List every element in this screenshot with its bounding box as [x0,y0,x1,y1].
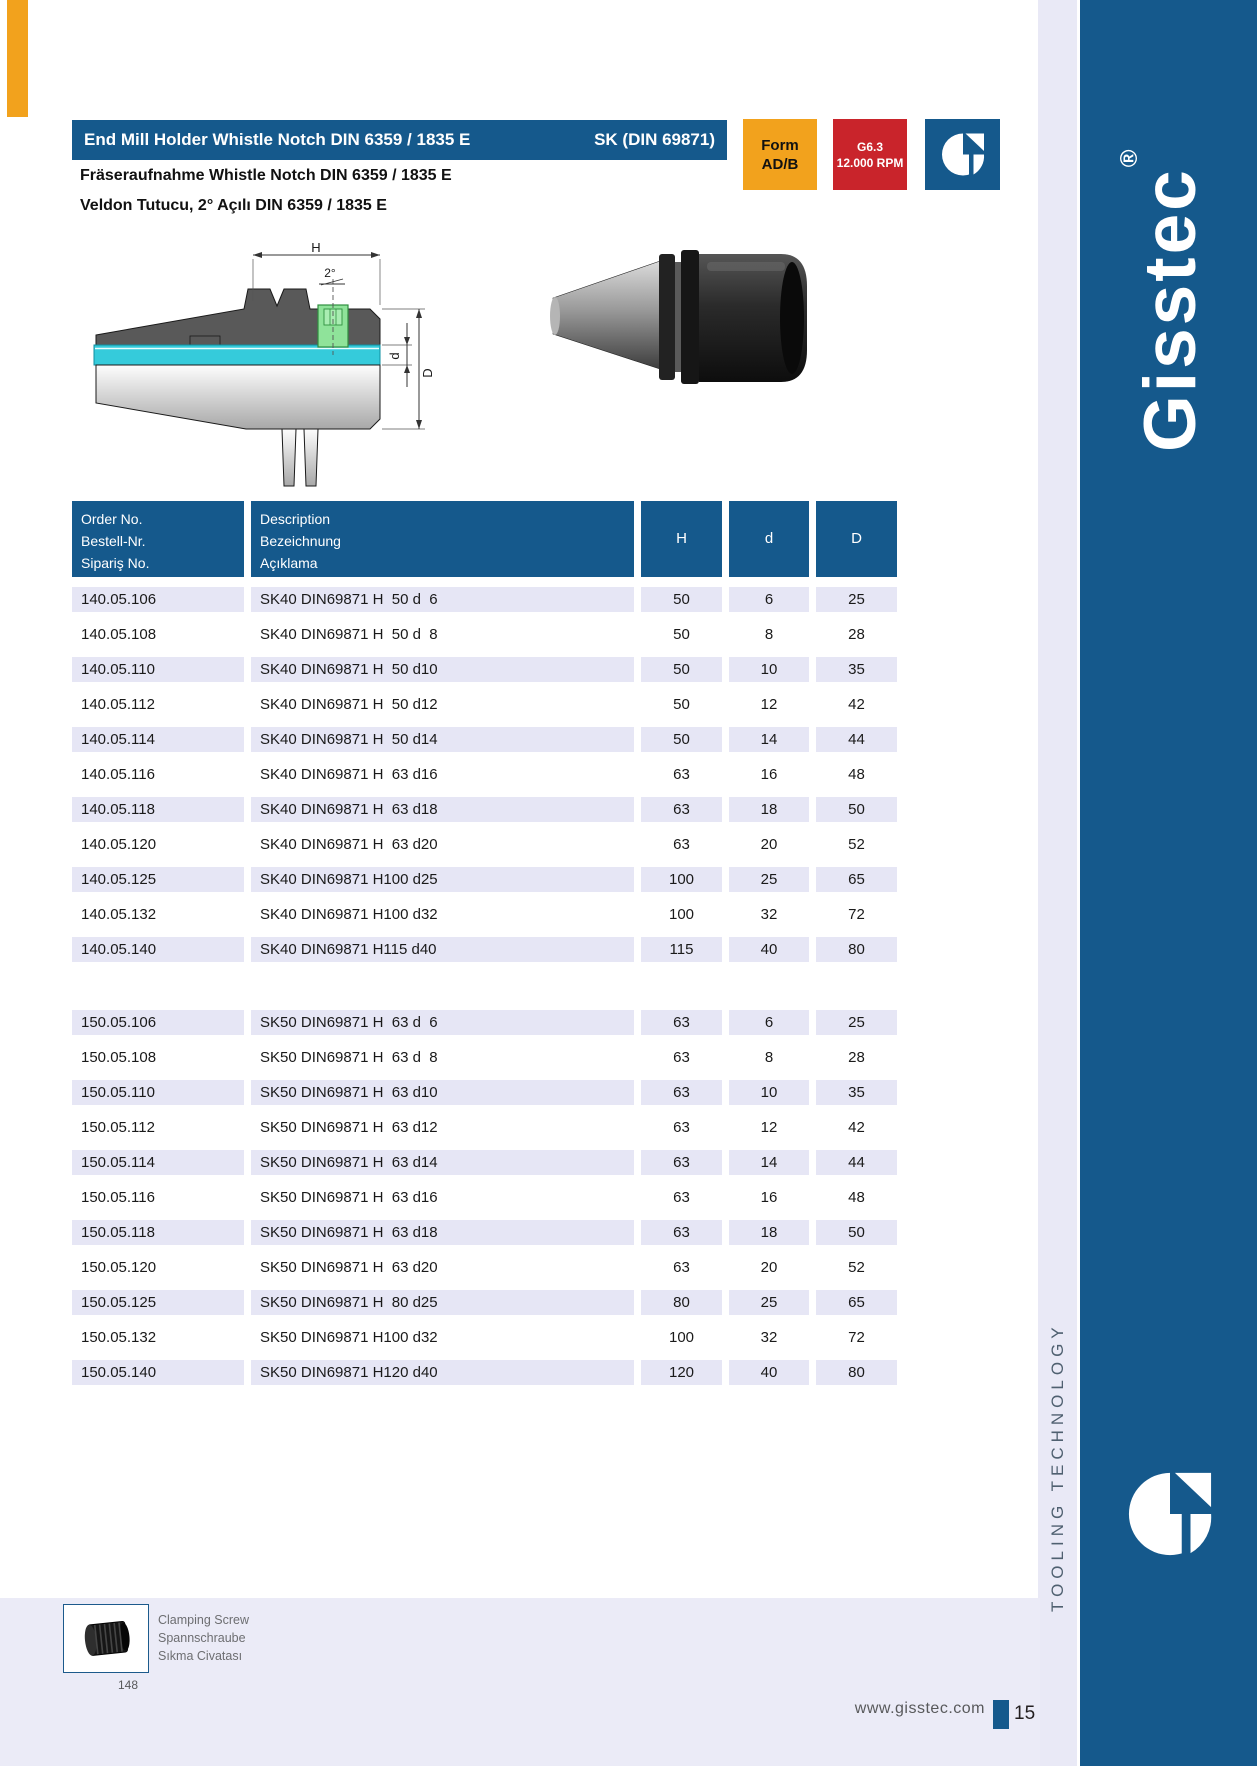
h-value-cell: 80 [641,1290,722,1315]
taper-type-label: SK (DIN 69871) [594,130,715,149]
description-cell: SK50 DIN69871 H120 d40 [251,1360,634,1385]
table-row [72,727,897,752]
form-badge-line2: AD/B [761,155,799,173]
D-value-cell: 50 [816,1220,897,1245]
order-no-cell: 140.05.132 [81,906,157,923]
description-cell: SK50 DIN69871 H 63 d20 [260,1259,438,1276]
h-value-cell: 120 [641,1360,722,1385]
D-value-cell: 35 [816,1080,897,1105]
dim-d-label: d [387,352,402,360]
speed-badge-line2: 12.000 RPM [836,155,904,170]
clamping-screw-box [63,1604,149,1673]
order-no-cell: 150.05.108 [81,1049,157,1066]
d-value-cell: 20 [760,836,778,853]
h-value-cell: 63 [641,1010,722,1035]
order-no-cell: 150.05.125 [72,1290,244,1315]
tagline-text: TOOLING TECHNOLOGY [1048,1322,1067,1612]
order-no-cell: 150.05.112 [81,1119,155,1136]
table-row [72,832,897,857]
description-cell: SK50 DIN69871 H 63 d12 [260,1119,438,1136]
order-no-cell: 150.05.110 [72,1080,244,1105]
d-value-cell: 14 [729,727,809,752]
speed-badge [833,119,907,190]
D-value-cell: 42 [848,1119,865,1136]
dim-D-label: D [420,368,435,378]
description-cell: SK50 DIN69871 H 63 d10 [251,1080,634,1105]
d-value-cell: 8 [764,626,774,643]
d-value-cell: 14 [729,1150,809,1175]
brand-text: Gisstec [1130,167,1211,452]
table-row [72,1080,897,1105]
description-cell: SK40 DIN69871 H 50 d 8 [260,626,438,643]
description-cell: SK40 DIN69871 H100 d25 [251,867,634,892]
caption-en: Clamping Screw [158,1613,250,1627]
caption-de: Spannschraube [158,1631,246,1645]
D-value-cell: 52 [848,836,865,853]
D-value-cell: 42 [848,696,865,713]
table-row [72,1150,897,1175]
order-no-cell: 150.05.120 [81,1259,157,1276]
h-value-cell: 50 [641,727,722,752]
orange-corner-stripe [7,0,28,117]
table-row [72,1325,897,1350]
D-value-cell: 44 [816,727,897,752]
d-value-cell: 8 [764,1049,774,1066]
d-value-cell: 20 [760,1259,778,1276]
table-row [72,867,897,892]
sk50-group [72,1010,897,1385]
d-value-cell: 6 [729,1010,809,1035]
d-value-cell: 10 [729,657,809,682]
clamping-screw-image [71,1611,141,1667]
D-value-cell: 48 [848,766,865,783]
description-cell: SK40 DIN69871 H 63 d20 [260,836,438,853]
h-value-cell: 50 [673,696,690,713]
order-no-cell: 140.05.110 [72,657,244,682]
h-value-cell: 63 [673,836,690,853]
D-value-cell: 65 [816,1290,897,1315]
d-column-header: d [729,501,809,577]
product-photo [545,246,830,396]
d-value-cell: 40 [729,937,809,962]
table-row [72,622,897,647]
table-row [72,657,897,682]
title-bar [72,120,727,160]
order-no-cell: 150.05.140 [72,1360,244,1385]
h-value-cell: 50 [673,626,690,643]
h-value-cell: 50 [641,587,722,612]
D-value-cell: 25 [816,587,897,612]
description-cell: SK40 DIN69871 H 63 d16 [260,766,438,783]
description-cell: SK40 DIN69871 H 50 d14 [251,727,634,752]
D-column-header: D [816,501,897,577]
registered-mark: ® [1116,149,1143,168]
h-value-cell: 115 [641,937,722,962]
table-row [72,762,897,787]
dim-h-label: H [311,243,321,255]
d-value-cell: 32 [760,906,778,923]
description-cell: SK50 DIN69871 H 80 d25 [251,1290,634,1315]
order-no-header: Order No. Bestell-Nr. Sipariş No. [72,501,244,577]
h-value-cell: 63 [673,1259,690,1276]
h-value-cell: 63 [673,766,690,783]
subtitle-turkish: Veldon Tutucu, 2° Açılı DIN 6359 / 1835 E [80,197,387,214]
h-value-cell: 63 [673,1119,690,1136]
table-row [72,1010,897,1035]
order-no-cell: 150.05.116 [81,1189,155,1206]
screw-ref-number: 148 [118,1678,139,1692]
gisstec-logo-icon [940,132,986,177]
technical-drawing [78,243,488,493]
product-table [72,501,897,1395]
h-value-cell: 63 [673,1049,690,1066]
description-cell: SK50 DIN69871 H 63 d14 [251,1150,634,1175]
order-no-cell: 150.05.106 [72,1010,244,1035]
table-row [72,1045,897,1070]
h-value-cell: 100 [641,867,722,892]
holder-lower-section [96,365,380,429]
d-value-cell: 18 [729,797,809,822]
brand-wordmark [1116,150,1212,452]
description-cell: SK50 DIN69871 H 63 d16 [260,1189,438,1206]
sk40-group [72,587,897,962]
D-value-cell: 25 [816,1010,897,1035]
sidebar-gisstec-logo-icon [1124,1470,1216,1558]
D-value-cell: 35 [816,657,897,682]
description-cell: SK40 DIN69871 H 50 d 6 [251,587,634,612]
h-value-cell: 100 [668,906,695,923]
description-cell: SK50 DIN69871 H100 d32 [260,1329,438,1346]
table-row [72,1220,897,1245]
h-column-header: H [641,501,722,577]
h-value-cell: 63 [673,1189,690,1206]
d-value-cell: 16 [760,1189,778,1206]
website-url: www.gisstec.com [854,1700,985,1717]
h-value-cell: 100 [668,1329,695,1346]
order-no-cell: 140.05.125 [72,867,244,892]
speed-badge-line1: G6.3 [856,139,883,154]
description-header: Description Bezeichnung Açıklama [251,501,634,577]
order-no-cell: 140.05.120 [81,836,157,853]
order-no-cell: 140.05.108 [81,626,157,643]
d-value-cell: 6 [729,587,809,612]
description-cell: SK50 DIN69871 H 63 d18 [251,1220,634,1245]
h-value-cell: 63 [641,1150,722,1175]
d-value-cell: 16 [760,766,778,783]
h-value-cell: 63 [641,1080,722,1105]
subtitle-german: Fräseraufnahme Whistle Notch DIN 6359 / 1835 E [80,167,452,184]
D-value-cell: 48 [848,1189,865,1206]
description-cell: SK40 DIN69871 H 63 d18 [251,797,634,822]
table-row [72,1115,897,1140]
d-value-cell: 25 [729,867,809,892]
h-value-cell: 63 [641,797,722,822]
order-no-cell: 140.05.118 [72,797,244,822]
table-row [72,937,897,962]
D-value-cell: 28 [848,626,865,643]
form-badge [743,119,817,190]
D-value-cell: 80 [816,937,897,962]
h-value-cell: 63 [641,1220,722,1245]
d-value-cell: 12 [760,1119,778,1136]
d-value-cell: 40 [729,1360,809,1385]
order-no-cell: 150.05.118 [72,1220,244,1245]
description-cell: SK50 DIN69871 H 63 d 8 [260,1049,438,1066]
brand-logo-badge [925,119,1000,190]
table-row [72,1185,897,1210]
form-badge-line1: Form [761,136,799,154]
table-row [72,1360,897,1385]
clamping-screw-caption [158,1611,249,1665]
table-row [72,1290,897,1315]
d-value-cell: 12 [760,696,778,713]
D-value-cell: 28 [848,1049,865,1066]
table-row [72,587,897,612]
description-cell: SK50 DIN69871 H 63 d 6 [251,1010,634,1035]
description-cell: SK40 DIN69871 H115 d40 [251,937,634,962]
table-row [72,797,897,822]
page-number: 15 [1014,1703,1036,1724]
page-number-marker [993,1700,1009,1729]
d-value-cell: 18 [729,1220,809,1245]
table-row [72,1255,897,1280]
dim-angle-label: 2° [324,266,336,280]
order-no-cell: 140.05.116 [81,766,155,783]
d-value-cell: 25 [729,1290,809,1315]
order-no-cell: 150.05.132 [81,1329,157,1346]
D-value-cell: 52 [848,1259,865,1276]
description-cell: SK40 DIN69871 H 50 d12 [260,696,438,713]
D-value-cell: 65 [816,867,897,892]
table-row [72,692,897,717]
table-row [72,902,897,927]
footer-strip [0,1598,1040,1766]
page-title: End Mill Holder Whistle Notch DIN 6359 / 1835 E [84,130,471,149]
D-value-cell: 44 [816,1150,897,1175]
caption-tr: Sıkma Civatası [158,1649,243,1663]
h-value-cell: 50 [641,657,722,682]
D-value-cell: 72 [848,906,865,923]
description-cell: SK40 DIN69871 H100 d32 [260,906,438,923]
table-header-row [72,501,897,577]
description-cell: SK40 DIN69871 H 50 d10 [251,657,634,682]
D-value-cell: 72 [848,1329,865,1346]
order-no-cell: 140.05.140 [72,937,244,962]
order-no-cell: 150.05.114 [72,1150,244,1175]
order-no-cell: 140.05.112 [81,696,155,713]
order-no-cell: 140.05.106 [72,587,244,612]
d-value-cell: 10 [729,1080,809,1105]
d-value-cell: 32 [760,1329,778,1346]
D-value-cell: 50 [816,797,897,822]
D-value-cell: 80 [816,1360,897,1385]
order-no-cell: 140.05.114 [72,727,244,752]
